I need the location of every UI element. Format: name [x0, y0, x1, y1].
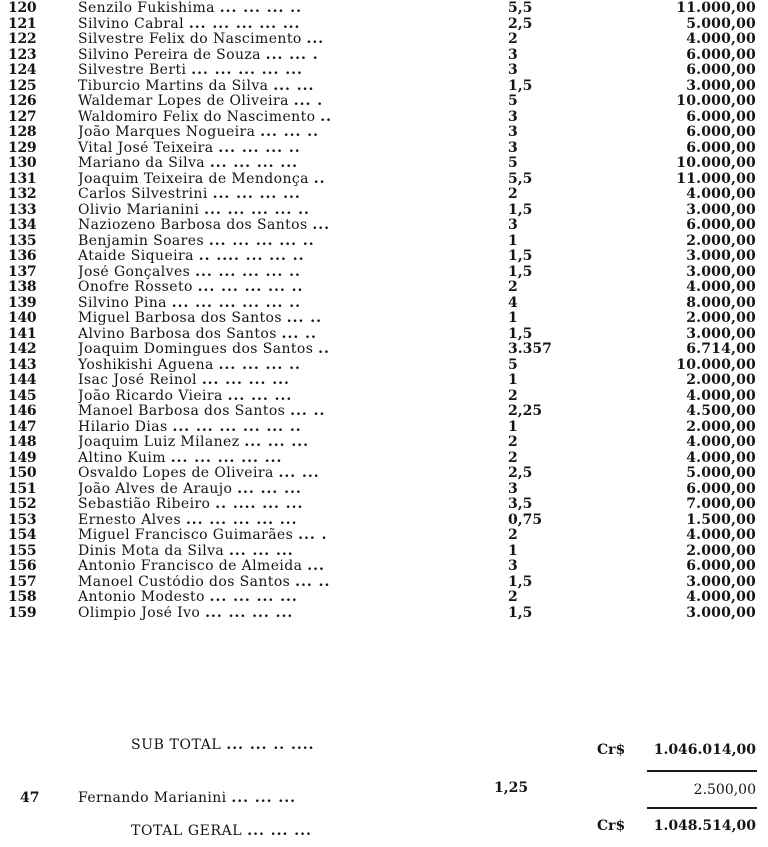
row-name: Hilario Dias	[78, 419, 168, 435]
table-row	[0, 435, 768, 451]
row-amount: 4.500,00	[686, 403, 756, 419]
row-name: José Gonçalves	[78, 264, 191, 280]
row-name: Vital José Teixeira	[78, 140, 214, 156]
row-number: 132	[8, 186, 37, 202]
row-leader: ... ... ... ... ...	[188, 16, 301, 32]
row-leader: ... ... ... ...	[209, 590, 298, 605]
row-leader: ... ... ... ...	[201, 373, 290, 388]
table-row	[0, 373, 768, 389]
row-name-group	[78, 358, 400, 374]
row-name-group	[78, 373, 400, 389]
row-name: Alvino Barbosa dos Santos	[78, 326, 277, 342]
row-quantity: 3	[508, 558, 518, 574]
table-row	[0, 358, 768, 374]
row-name-group	[78, 575, 400, 591]
table-row	[0, 497, 768, 513]
table-row	[0, 466, 768, 482]
row-quantity: 5	[508, 93, 518, 109]
row-amount: 4.000,00	[686, 387, 756, 404]
row-number: 133	[8, 201, 37, 218]
row-leader: ... ... ...	[244, 435, 309, 450]
row-name: Isac José Reinol	[78, 373, 197, 388]
row-amount: 3.000,00	[686, 248, 756, 264]
row-number: 135	[8, 232, 37, 249]
row-quantity: 5	[508, 155, 518, 171]
row-number: 140	[8, 310, 37, 326]
table-row	[0, 187, 768, 203]
row-name-group	[78, 311, 400, 327]
grand-total-label: TOTAL GERAL	[131, 823, 243, 839]
row-amount: 2.000,00	[686, 418, 756, 435]
row-number: 124	[8, 62, 37, 78]
table-row	[0, 156, 768, 172]
subtotal-rule	[647, 770, 757, 772]
row-quantity: 3,5	[508, 496, 533, 512]
row-amount: 10.000,00	[676, 356, 756, 373]
row-quantity: 1,5	[508, 604, 533, 621]
row-name: Benjamin Soares	[78, 233, 205, 249]
row-leader: ..	[313, 171, 326, 187]
table-row	[0, 1, 768, 17]
table-row	[0, 327, 768, 343]
row-number: 126	[8, 93, 37, 109]
row-name-group	[78, 327, 400, 343]
row-name: Naziozeno Barbosa dos Santos	[78, 218, 308, 233]
row-amount: 6.000,00	[686, 558, 756, 574]
row-name-group	[78, 482, 400, 498]
subtotal-label-group	[131, 737, 315, 753]
row-name: Olimpio José Ivo	[78, 605, 201, 621]
row-amount: 2.000,00	[686, 542, 756, 559]
table-row	[0, 420, 768, 436]
row-amount: 4.000,00	[686, 279, 756, 295]
row-quantity: 3	[508, 46, 518, 63]
row-number: 139	[8, 294, 37, 311]
table-row	[0, 296, 768, 312]
row-number: 150	[8, 465, 37, 481]
row-name: Miguel Barbosa dos Santos	[78, 311, 282, 326]
row-name: Silvino Cabral	[78, 16, 184, 32]
row-leader: ... ... ... ... ..	[208, 233, 315, 249]
row-leader: ... ... ... ...	[205, 605, 294, 621]
row-name: Joaquim Domingues dos Santos	[78, 342, 314, 357]
row-leader: ... .	[298, 528, 328, 543]
row-name-group	[78, 513, 400, 529]
table-row	[0, 482, 768, 498]
row-name-group	[78, 559, 400, 575]
row-leader: ... ... ... ... ..	[197, 280, 304, 295]
row-number: 143	[8, 356, 37, 373]
row-number: 153	[8, 511, 37, 528]
table-row	[0, 79, 768, 95]
row-amount: 6.000,00	[686, 108, 756, 125]
row-name: Ernesto Alves	[78, 512, 182, 528]
row-amount: 6.000,00	[686, 124, 756, 140]
row-leader: ... ... ... ...	[209, 156, 299, 171]
row-leader: ... ..	[286, 311, 323, 326]
row-quantity: 2	[508, 279, 518, 295]
grand-total-label-group	[131, 823, 312, 839]
row-quantity: 4	[508, 294, 518, 311]
row-name-group	[78, 94, 400, 110]
row-amount: 8.000,00	[686, 294, 756, 311]
row-name: Sebastião Ribeiro	[78, 497, 211, 512]
row-name-group	[78, 451, 400, 467]
row-number: 149	[8, 449, 37, 466]
row-name-group	[78, 141, 400, 157]
row-amount: 3.000,00	[686, 77, 756, 94]
row-leader: ... ... ... ... ..	[204, 202, 310, 218]
row-number: 122	[8, 31, 37, 47]
row-leader: ...	[306, 32, 325, 47]
row-name-group	[78, 544, 400, 560]
table-row	[0, 389, 768, 405]
row-quantity: 3	[508, 139, 518, 156]
row-leader: ... .	[293, 94, 324, 109]
row-leader: ... ... ... ..	[218, 357, 301, 373]
extra-row-qty: 1,25	[494, 780, 529, 796]
row-quantity: 2	[508, 186, 518, 202]
row-name-group	[78, 342, 400, 358]
row-leader: ... ... ...	[237, 481, 302, 497]
table-row	[0, 342, 768, 358]
row-amount: 1.500,00	[686, 511, 756, 528]
row-name-group	[78, 234, 400, 250]
row-amount: 6.000,00	[686, 62, 756, 78]
row-quantity: 1	[508, 310, 518, 326]
row-leader: ... ... ...	[227, 388, 293, 404]
row-number: 136	[8, 248, 37, 264]
row-leader: ... ... ... ... ... ..	[171, 295, 301, 311]
row-quantity: 5,5	[508, 170, 533, 187]
row-name: Joaquim Luiz Milanez	[78, 435, 240, 450]
table-row	[0, 265, 768, 281]
row-number: 137	[8, 263, 37, 280]
row-leader: ... ... ... ... ...	[185, 512, 298, 528]
row-quantity: 1	[508, 372, 518, 388]
row-name: Olivio Marianini	[78, 202, 200, 218]
row-number: 154	[8, 527, 37, 543]
table-row	[0, 125, 768, 141]
grand-total-leader: ... ... ...	[247, 823, 312, 839]
row-name-group	[78, 79, 400, 95]
row-quantity: 1,5	[508, 201, 533, 218]
row-amount: 3.000,00	[686, 604, 756, 621]
row-number: 146	[8, 403, 37, 419]
row-number: 127	[8, 108, 37, 125]
row-quantity: 1,5	[508, 77, 533, 94]
row-name-group	[78, 249, 400, 265]
row-number: 134	[8, 217, 37, 233]
row-amount: 2.000,00	[686, 232, 756, 249]
row-quantity: 2	[508, 449, 518, 466]
row-number: 152	[8, 496, 37, 512]
table-row	[0, 606, 768, 622]
row-name: Osvaldo Lopes de Oliveira	[78, 466, 274, 481]
row-leader: ..	[318, 342, 330, 357]
row-name-group	[78, 420, 400, 436]
table-row	[0, 544, 768, 560]
row-quantity: 1	[508, 418, 518, 435]
row-name-group	[78, 63, 400, 79]
row-number: 129	[8, 139, 37, 156]
row-quantity: 3	[508, 217, 518, 233]
row-name-group	[78, 203, 400, 219]
row-leader: ... ..	[281, 326, 317, 342]
table-row	[0, 110, 768, 126]
row-name: Manoel Barbosa dos Santos	[78, 404, 286, 419]
row-number: 144	[8, 372, 37, 388]
row-quantity: 3	[508, 62, 518, 78]
row-quantity: 1,5	[508, 325, 533, 342]
table-row	[0, 141, 768, 157]
row-amount: 6.000,00	[686, 46, 756, 63]
extra-row-number: 47	[20, 790, 40, 806]
row-leader: .. .... ... ...	[215, 497, 304, 512]
row-name: Altino Kuim	[78, 450, 166, 466]
row-leader: ... ... ..	[260, 125, 320, 140]
row-name-group	[78, 218, 400, 234]
row-quantity: 3	[508, 124, 518, 140]
row-amount: 6.000,00	[686, 139, 756, 156]
row-amount: 6.000,00	[686, 217, 756, 233]
row-name-group	[78, 389, 400, 405]
row-amount: 3.000,00	[686, 201, 756, 218]
table-row	[0, 249, 768, 265]
table-row	[0, 404, 768, 420]
row-leader: ... ...	[278, 466, 320, 481]
table-row	[0, 203, 768, 219]
row-quantity: 2	[508, 31, 518, 47]
table-row	[0, 234, 768, 250]
row-name: Waldemar Lopes de Oliveira	[78, 94, 289, 109]
row-name: Carlos Silvestrini	[78, 187, 208, 202]
row-amount: 11.000,00	[676, 0, 756, 16]
table-row	[0, 280, 768, 296]
total-rule	[647, 807, 757, 809]
row-name: Tiburcio Martins da Silva	[78, 78, 269, 94]
row-name: Silvino Pina	[78, 295, 167, 311]
row-name-group	[78, 265, 400, 281]
extra-row-name-group	[78, 790, 296, 806]
row-leader: ... ... ... ... ...	[170, 450, 283, 466]
row-amount: 10.000,00	[676, 93, 756, 109]
table-row	[0, 575, 768, 591]
extra-row-amount: 2.500,00	[693, 782, 756, 798]
row-amount: 10.000,00	[676, 155, 756, 171]
table-row	[0, 311, 768, 327]
table-row	[0, 513, 768, 529]
row-amount: 6.000,00	[686, 480, 756, 497]
row-number: 155	[8, 542, 37, 559]
table-row	[0, 559, 768, 575]
row-amount: 3.000,00	[686, 325, 756, 342]
row-leader: ... ... ... ... ..	[195, 264, 301, 280]
row-name: Miguel Francisco Guimarães	[78, 528, 294, 543]
subtotal-amount: 1.046.014,00	[653, 742, 756, 758]
row-quantity: 0,75	[508, 511, 543, 528]
row-leader: .. .... ... ... ..	[198, 249, 305, 264]
row-quantity: 1	[508, 232, 518, 249]
row-number: 138	[8, 279, 37, 295]
row-quantity: 2,25	[508, 403, 543, 419]
row-number: 120	[8, 0, 37, 16]
row-number: 145	[8, 387, 37, 404]
row-name: Waldomiro Felix do Nascimento	[78, 109, 316, 125]
subtotal-label: SUB TOTAL	[131, 737, 222, 753]
row-name-group	[78, 296, 400, 312]
row-amount: 2.000,00	[686, 310, 756, 326]
row-quantity: 1	[508, 542, 518, 559]
table-row	[0, 94, 768, 110]
row-leader: ... ..	[295, 574, 331, 590]
table-row	[0, 528, 768, 544]
row-quantity: 2,5	[508, 15, 533, 32]
grand-total-amount: 1.048.514,00	[653, 818, 756, 834]
table-row	[0, 218, 768, 234]
row-name-group	[78, 497, 400, 513]
row-quantity: 1,5	[508, 263, 533, 280]
row-quantity: 2	[508, 589, 518, 605]
extra-row-leader: ... ... ...	[231, 790, 297, 806]
row-quantity: 2	[508, 434, 518, 450]
row-amount: 4.000,00	[686, 589, 756, 605]
row-number: 128	[8, 124, 37, 140]
row-leader: ... ... ... ..	[218, 140, 301, 156]
row-number: 158	[8, 589, 37, 605]
row-name-group	[78, 435, 400, 451]
row-number: 159	[8, 604, 37, 621]
row-amount: 4.000,00	[686, 434, 756, 450]
row-number: 125	[8, 77, 37, 94]
row-leader: ... ...	[273, 78, 315, 94]
row-name-group	[78, 32, 400, 48]
subtotal-leader: ... ... .. ....	[226, 737, 315, 753]
row-quantity: 2	[508, 527, 518, 543]
row-quantity: 3	[508, 108, 518, 125]
row-name-group	[78, 172, 400, 188]
row-leader: ... ... ... ..	[219, 1, 303, 16]
row-name-group	[78, 606, 400, 622]
row-amount: 7.000,00	[686, 496, 756, 512]
row-name-group	[78, 110, 400, 126]
row-number: 121	[8, 15, 37, 32]
row-quantity: 1,5	[508, 573, 533, 590]
row-leader: ...	[312, 218, 331, 233]
row-leader: ... ... ...	[229, 543, 294, 559]
row-leader: ... ... ... ...	[212, 187, 301, 202]
payment-list	[0, 1, 768, 621]
row-name-group	[78, 280, 400, 296]
row-leader: ... ... ... ... ...	[191, 63, 303, 78]
row-name: Joaquim Teixeira de Mendonça	[78, 171, 309, 187]
row-name: João Alves de Araujo	[78, 481, 233, 497]
row-quantity: 1,5	[508, 248, 533, 264]
row-quantity: 2,5	[508, 465, 533, 481]
row-name: Antonio Modesto	[78, 590, 205, 605]
table-row	[0, 48, 768, 64]
row-name-group	[78, 528, 400, 544]
row-number: 157	[8, 573, 37, 590]
row-name-group	[78, 17, 400, 33]
row-name-group	[78, 466, 400, 482]
row-quantity: 5	[508, 356, 518, 373]
row-number: 141	[8, 325, 37, 342]
row-number: 147	[8, 418, 37, 435]
table-row	[0, 172, 768, 188]
row-name: Silvino Pereira de Souza	[78, 47, 261, 63]
row-number: 148	[8, 434, 37, 450]
row-amount: 2.000,00	[686, 372, 756, 388]
row-amount: 4.000,00	[686, 527, 756, 543]
row-number: 131	[8, 170, 37, 187]
row-name: Mariano da Silva	[78, 156, 206, 171]
row-quantity: 3.357	[508, 341, 552, 357]
row-amount: 4.000,00	[686, 31, 756, 47]
row-amount: 5.000,00	[686, 465, 756, 481]
subtotal-currency: Cr$	[597, 742, 626, 758]
row-amount: 3.000,00	[686, 263, 756, 280]
row-amount: 5.000,00	[686, 15, 756, 32]
row-leader: ...	[307, 559, 325, 574]
row-leader: ..	[320, 109, 333, 125]
row-number: 151	[8, 480, 37, 497]
row-name: João Marques Nogueira	[78, 125, 256, 140]
row-amount: 4.000,00	[686, 186, 756, 202]
row-name-group	[78, 590, 400, 606]
row-amount: 3.000,00	[686, 573, 756, 590]
row-leader: ... ... .	[265, 47, 319, 63]
row-name: Senzilo Fukishima	[78, 1, 215, 16]
row-amount: 6.714,00	[686, 341, 756, 357]
row-name-group	[78, 1, 400, 17]
row-name: Manoel Custódio dos Santos	[78, 574, 291, 590]
table-row	[0, 17, 768, 33]
row-name-group	[78, 404, 400, 420]
row-name: João Ricardo Vieira	[78, 388, 223, 404]
row-quantity: 5,5	[508, 0, 533, 16]
row-name-group	[78, 125, 400, 141]
row-amount: 4.000,00	[686, 449, 756, 466]
table-row	[0, 63, 768, 79]
row-name: Dinis Mota da Silva	[78, 543, 225, 559]
row-number: 156	[8, 558, 37, 574]
row-number: 123	[8, 46, 37, 63]
row-name: Silvestre Berti	[78, 63, 187, 78]
extra-row-name: Fernando Marianini	[78, 790, 227, 806]
row-number: 130	[8, 155, 37, 171]
row-name-group	[78, 187, 400, 203]
row-name: Onofre Rosseto	[78, 280, 193, 295]
row-number: 142	[8, 341, 37, 357]
row-name: Yoshikishi Aguena	[78, 357, 214, 373]
row-name-group	[78, 156, 400, 172]
row-quantity: 3	[508, 480, 518, 497]
row-name: Silvestre Felix do Nascimento	[78, 32, 302, 47]
table-row	[0, 451, 768, 467]
table-row	[0, 590, 768, 606]
row-name-group	[78, 48, 400, 64]
table-row	[0, 32, 768, 48]
row-name: Ataide Siqueira	[78, 249, 194, 264]
row-leader: ... ... ... ... ... ..	[172, 419, 302, 435]
row-quantity: 2	[508, 387, 518, 404]
grand-total-currency: Cr$	[597, 818, 626, 834]
row-leader: ... ..	[290, 404, 326, 419]
row-name: Antonio Francisco de Almeida	[78, 559, 303, 574]
row-amount: 11.000,00	[676, 170, 756, 187]
